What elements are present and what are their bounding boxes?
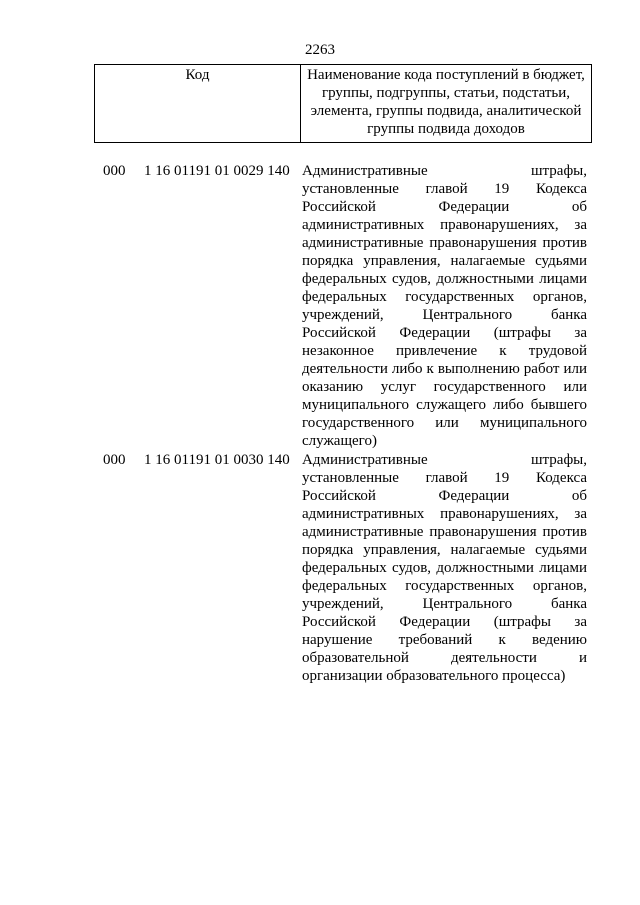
- admin-code: 000: [103, 163, 126, 179]
- table-header: [94, 64, 592, 143]
- income-code-list: [0, 162, 640, 685]
- table-row: [0, 162, 640, 450]
- income-description: Административные штрафы, установленные главой 19 Кодекса Российской Федерации об административных правонарушениях, за административные правонарушения против порядка управления, налагаемые судьями федеральных судов, должностными лицами федеральных государственных органов, учреждений, Центрального банка Российской Федерации (штрафы за незаконное привлечение к трудовой деятельности либо к выполнению работ или оказанию услуг государственного или муниципального служащего либо бывшего государственного или муниципального служащего): [302, 163, 587, 449]
- admin-code: 000: [103, 452, 126, 468]
- code-column-header: Код: [95, 65, 301, 143]
- income-code: 1 16 01191 01 0030 140: [144, 452, 290, 468]
- page-number: 2263: [305, 42, 335, 58]
- table-row: [0, 451, 640, 685]
- income-code: 1 16 01191 01 0029 140: [144, 163, 290, 179]
- name-column-header: Наименование кода поступлений в бюджет, группы, подгруппы, статьи, подстатьи, элемента, группы подвида, аналитической группы подвида доходов: [301, 65, 592, 143]
- income-description: Административные штрафы, установленные главой 19 Кодекса Российской Федерации об административных правонарушениях, за административные правонарушения против порядка управления, налагаемые судьями федеральных судов, должностными лицами федеральных государственных органов, учреждений, Центрального банка Российской Федерации (штрафы за нарушение требований к ведению образовательной деятельности и организации образовательного процесса): [302, 452, 587, 684]
